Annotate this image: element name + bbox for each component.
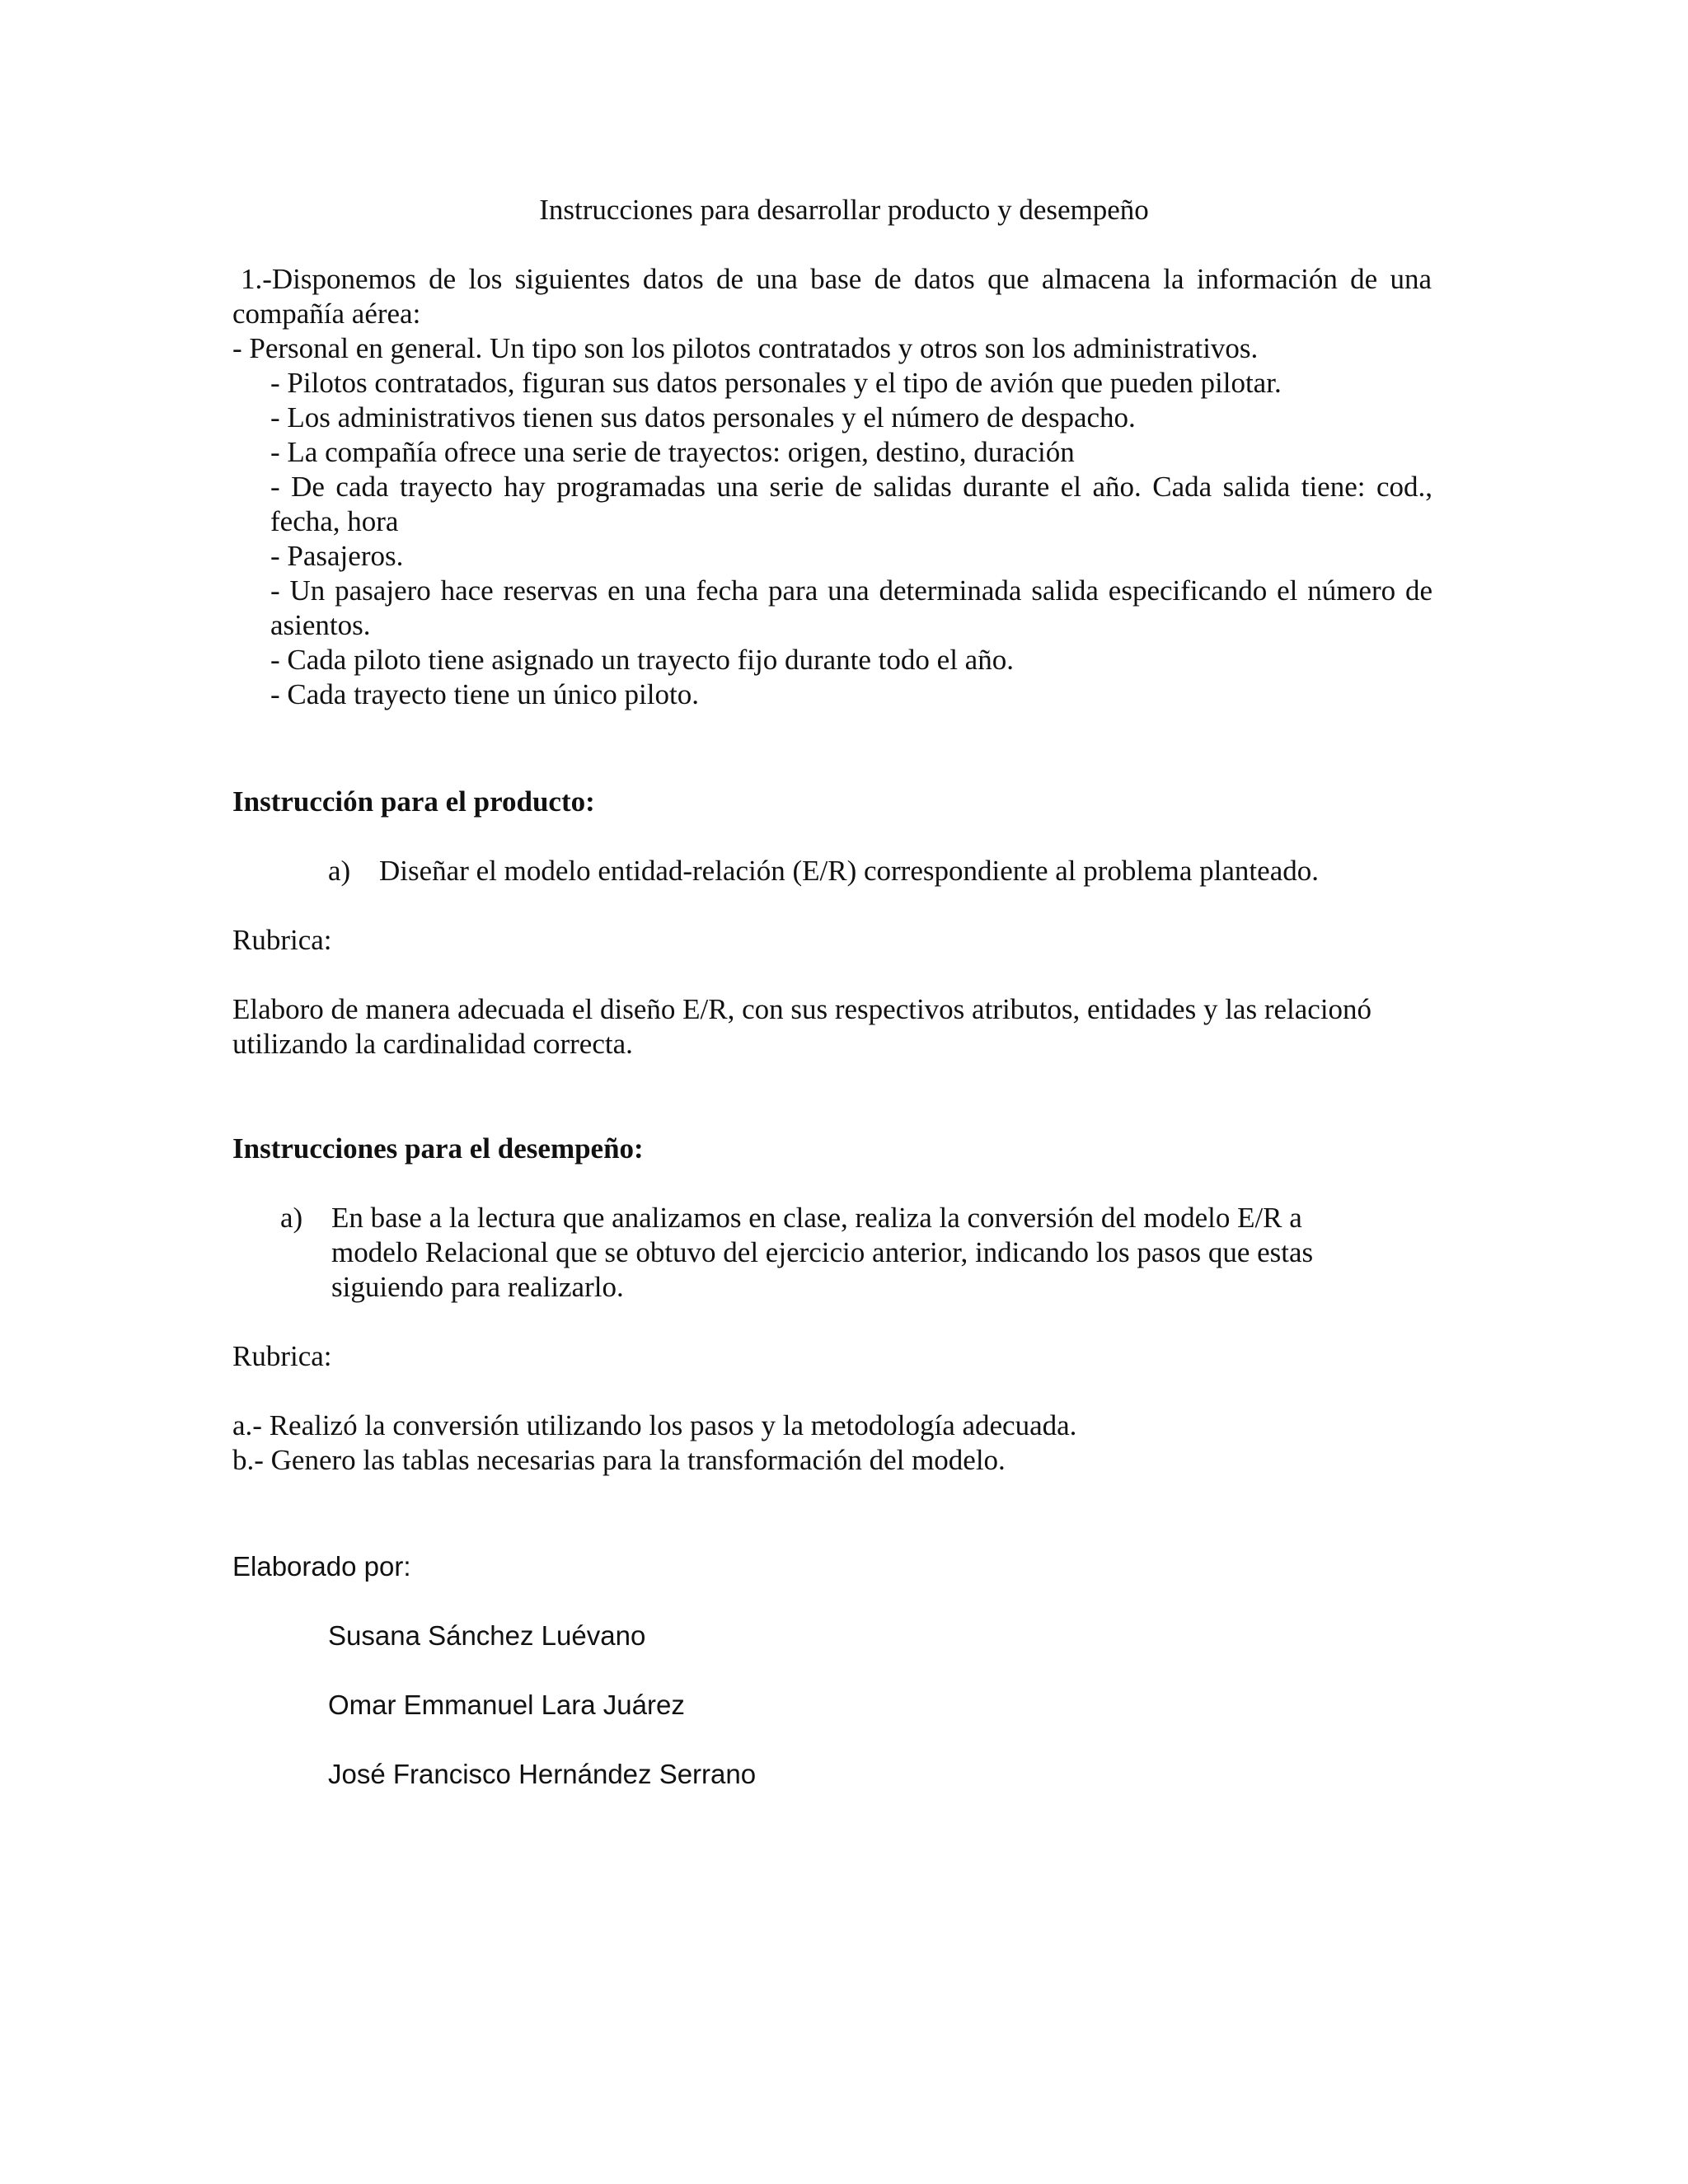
intro-paragraph (232, 262, 1432, 331)
performance-rubric-label: Rubrica: (232, 1340, 332, 1372)
product-rubric-text: Elaboro de manera adecuada el diseño E/R, con sus respectivos atributos, entidades y las relacionó utilizando la cardinalidad correcta. (232, 993, 1372, 1060)
intro-item-reservations: - Un pasajero hace reservas en una fecha para una determinada salida especificando el número de asientos. (270, 574, 1432, 641)
intro-item-departures: - De cada trayecto hay programadas una serie de salidas durante el año. Cada salida tiene: cod., fecha, hora (270, 471, 1432, 537)
intro-number: 1.- (241, 263, 272, 295)
performance-rubric-item-a: a.- Realizó la conversión utilizando los pasos y la metodología adecuada. (232, 1409, 1077, 1441)
product-item (328, 854, 1432, 888)
performance-rubric-list (232, 1408, 1444, 1478)
product-item-text: Diseñar el modelo entidad-relación (E/R) correspondiente al problema planteado. (379, 855, 1319, 887)
author-name-3: José Francisco Hernández Serrano (328, 1759, 757, 1789)
document-title: Instrucciones para desarrollar producto y desempeño (539, 194, 1149, 226)
intro-item-admins: - Los administrativos tienen sus datos personales y el número de despacho. (270, 401, 1136, 434)
authors-label: Elaborado por: (232, 1551, 411, 1582)
author-name-1: Susana Sánchez Luévano (328, 1620, 646, 1651)
product-heading: Instrucción para el producto: (232, 785, 595, 818)
performance-heading: Instrucciones para el desempeño: (232, 1132, 644, 1165)
intro-item-personnel: - Personal en general. Un tipo son los pilotos contratados y otros son los administrativos. (232, 332, 1259, 364)
performance-item-marker: a) (280, 1202, 303, 1234)
product-item-marker: a) (328, 855, 351, 887)
performance-rubric-item-b: b.- Genero las tablas necesarias para la transformación del modelo. (232, 1444, 1006, 1476)
product-rubric-label: Rubrica: (232, 924, 332, 956)
intro-item-routes: - La compañía ofrece una serie de trayectos: origen, destino, duración (270, 436, 1075, 468)
intro-text: Disponemos de los siguientes datos de una base de datos que almacena la información de una compañía aérea: (232, 263, 1432, 330)
performance-item-text: En base a la lectura que analizamos en clase, realiza la conversión del modelo E/R a modelo Relacional que se obtuvo del ejercicio anterior, indicando los pasos que estas siguiendo para realizarlo. (331, 1202, 1314, 1303)
intro-item-route-pilot: - Cada trayecto tiene un único piloto. (270, 678, 699, 710)
performance-item (280, 1201, 1385, 1305)
intro-item-list (270, 366, 1432, 712)
author-name-2: Omar Emmanuel Lara Juárez (328, 1690, 685, 1720)
intro-item-passengers: - Pasajeros. (270, 540, 404, 572)
intro-item-pilot-route: - Cada piloto tiene asignado un trayecto fijo durante todo el año. (270, 644, 1014, 676)
intro-item-pilots: - Pilotos contratados, figuran sus datos personales y el tipo de avión que pueden pilotar. (270, 367, 1282, 399)
